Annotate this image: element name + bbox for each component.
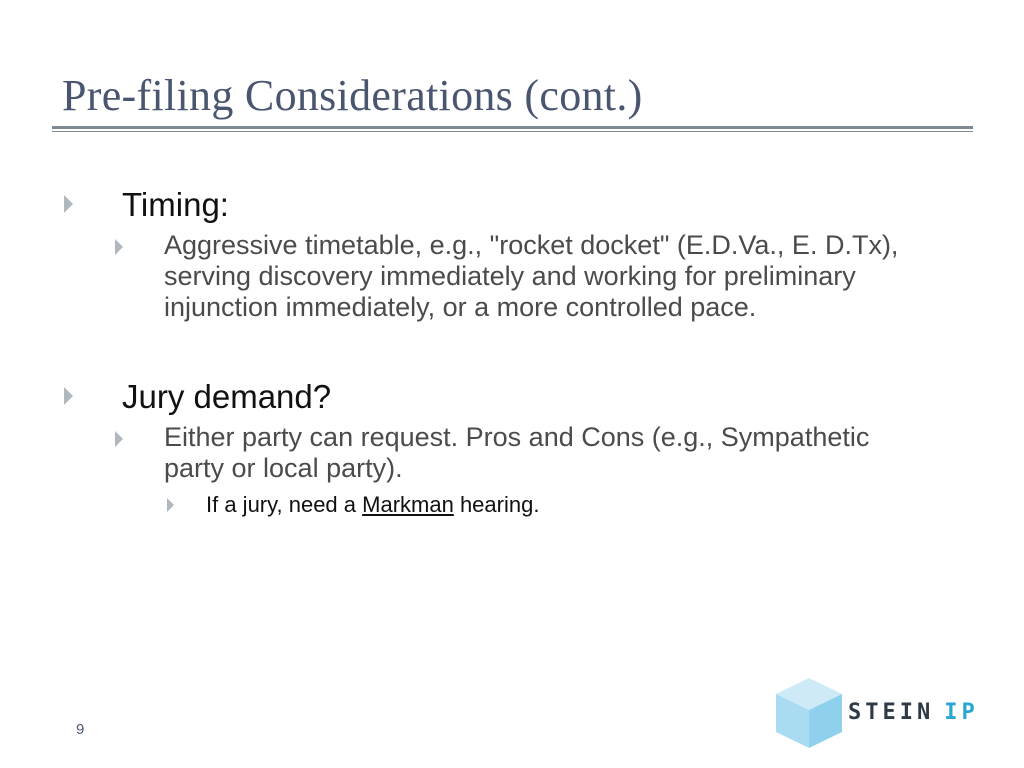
markman-suffix: hearing. <box>453 492 540 517</box>
sub-bullet-line: Aggressive timetable, e.g., "rocket docket" (E.D.Va., E. D.Tx), <box>164 230 899 260</box>
markman-link[interactable]: Markman <box>362 492 454 517</box>
bullet-heading: Timing: <box>122 186 229 223</box>
bullet-arrow-icon <box>64 387 73 405</box>
logo-name: STEIN <box>848 700 935 725</box>
bullet-jury-demand <box>64 377 331 417</box>
sub-sub-bullet-arrow-icon <box>167 498 174 512</box>
markman-prefix: If a jury, need a <box>206 492 363 517</box>
title-divider-thin <box>52 131 973 132</box>
sub-bullet-arrow-icon <box>115 431 123 447</box>
sub-bullet-either-party <box>115 422 869 484</box>
bullet-arrow-icon <box>64 195 73 213</box>
stein-ip-logo-text <box>848 700 979 725</box>
sub-bullet-timetable <box>115 230 898 323</box>
sub-bullet-arrow-icon <box>115 239 123 255</box>
slide-title: Pre-filing Considerations (cont.) <box>62 71 643 120</box>
bullet-heading: Jury demand? <box>122 378 332 415</box>
title-divider <box>52 126 973 129</box>
stein-ip-cube-logo-icon <box>774 676 844 750</box>
sub-sub-bullet-text <box>206 491 539 519</box>
page-number: 9 <box>76 721 85 738</box>
sub-bullet-line: serving discovery immediately and working for preliminary <box>164 261 856 291</box>
sub-bullet-line: injunction immediately, or a more controlled pace. <box>164 292 757 322</box>
bullet-timing <box>64 185 229 225</box>
sub-bullet-line: Either party can request. Pros and Cons (e.g., Sympathetic <box>164 422 870 452</box>
sub-sub-bullet-markman <box>167 491 539 519</box>
logo-suffix: IP <box>944 700 979 725</box>
sub-bullet-line: party or local party). <box>164 453 403 483</box>
